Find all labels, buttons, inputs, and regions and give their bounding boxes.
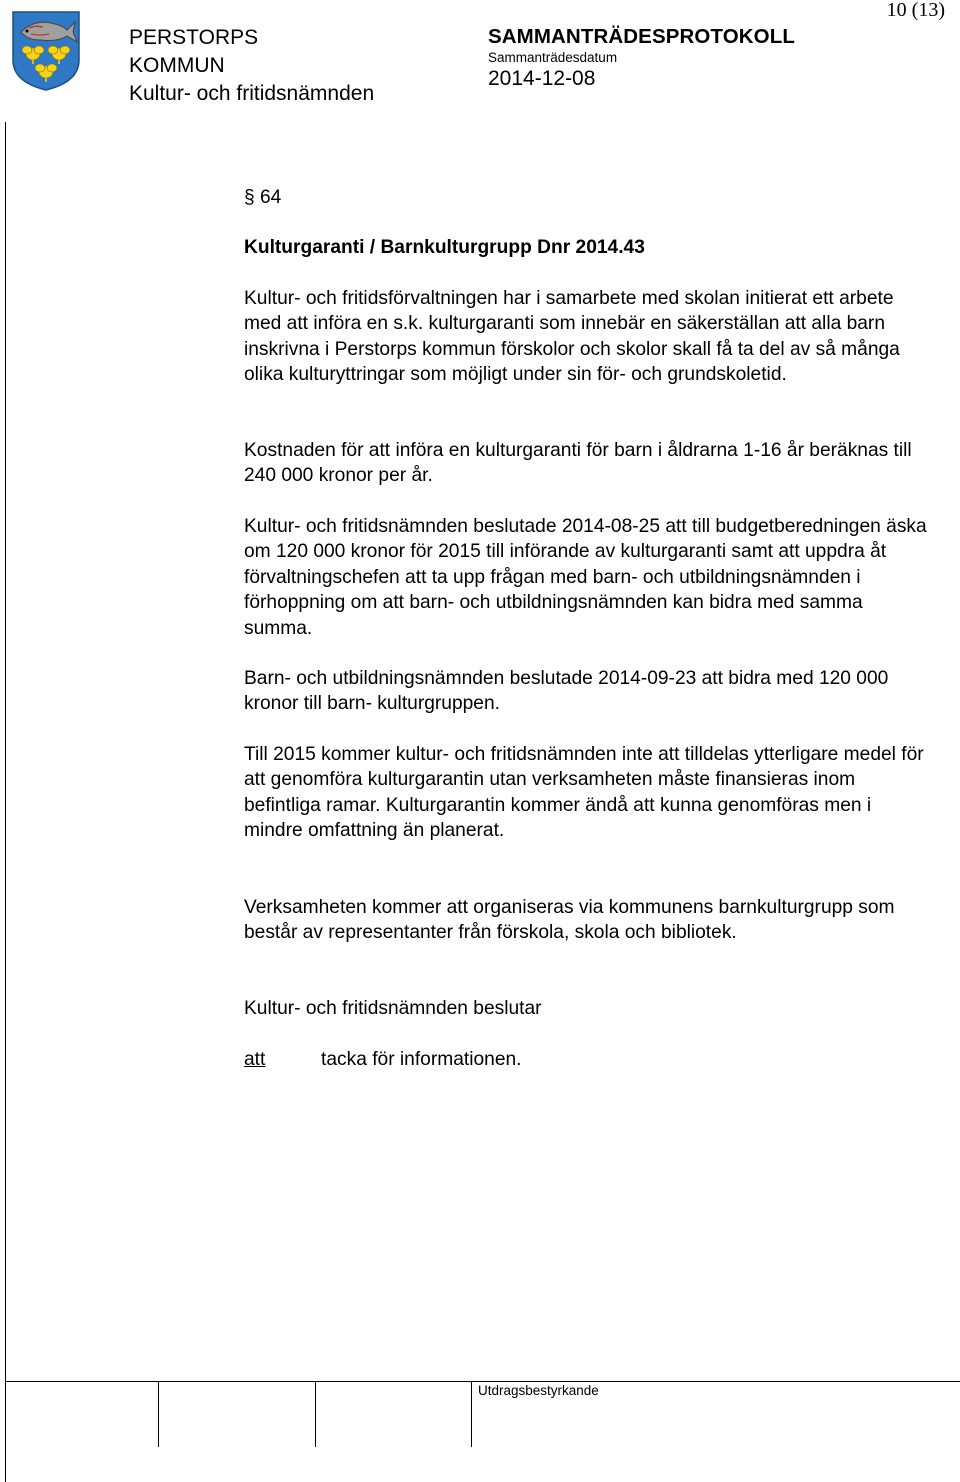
org-line-1: PERSTORPS — [129, 26, 259, 49]
signature-cell-divider — [471, 1381, 472, 1447]
organization-name — [129, 24, 374, 108]
protocol-header — [488, 24, 795, 92]
paragraph: Kultur- och fritidsförvaltningen har i samarbete med skolan initierat ett arbete med att införa en s.k. kulturgaranti som innebär en säkerställan att alla barn inskrivna i Perstorps kommun förskolor och skolor skall få ta del av så många olika kulturyttringar som möjligt under sin för- och grundskoletid. — [244, 288, 900, 386]
page-number: 10 (13) — [886, 0, 945, 21]
decision-intro: Kultur- och fritidsnämnden beslutar — [244, 998, 542, 1019]
meeting-date: 2014-12-08 — [488, 67, 596, 90]
decision-line — [244, 1047, 522, 1072]
item-heading: Kulturgaranti / Barnkulturgrupp Dnr 2014.43 — [244, 237, 645, 258]
paragraph: Kultur- och fritidsnämnden beslutade 2014-08-25 att till budgetberedningen äska om 120 000 kronor för 2015 till införande av kulturgaranti samt att uppdra åt förvaltningschefen att ta upp frågan med barn- och utbildningsnämnden i förhoppning om att barn- och utbildningsnämnden kan bidra med samma summa. — [244, 516, 927, 639]
paragraph: Barn- och utbildningsnämnden beslutade 2014-09-23 att bidra med 120 000 kronor till barn- kulturgruppen. — [244, 668, 889, 715]
section-number: § 64 — [244, 187, 282, 208]
signature-cell-divider — [315, 1381, 316, 1447]
paragraph: Verksamheten kommer att organiseras via kommunens barnkulturgrupp som består av representanter från förskola, skola och bibliotek. — [244, 897, 895, 944]
paragraph: Kostnaden för att införa en kulturgaranti för barn i åldrarna 1-16 år beräknas till 240 000 kronor per år. — [244, 440, 912, 487]
org-line-2: KOMMUN — [129, 54, 225, 77]
signature-table — [5, 1381, 960, 1447]
decision-keyword: att — [244, 1049, 266, 1070]
signature-cell-divider — [158, 1381, 159, 1447]
certification-label: Utdragsbestyrkande — [478, 1383, 599, 1398]
committee-name: Kultur- och fritidsnämnden — [129, 82, 375, 105]
perstorp-coat-of-arms-icon — [11, 10, 81, 92]
protocol-title: SAMMANTRÄDESPROTOKOLL — [488, 25, 795, 48]
decision-text: tacka för informationen. — [321, 1049, 522, 1070]
paragraph: Till 2015 kommer kultur- och fritidsnämnden inte att tilldelas ytterligare medel för att genomföra kulturgarantin utan verksamheten måste finansieras inom befintliga ramar. Kulturgarantin kommer ändå att kunna genomföras men i mindre omfattning än planerat. — [244, 744, 924, 842]
meeting-date-label: Sammanträdesdatum — [488, 50, 618, 65]
left-margin-line — [5, 122, 6, 1482]
table-top-border — [5, 1381, 960, 1382]
